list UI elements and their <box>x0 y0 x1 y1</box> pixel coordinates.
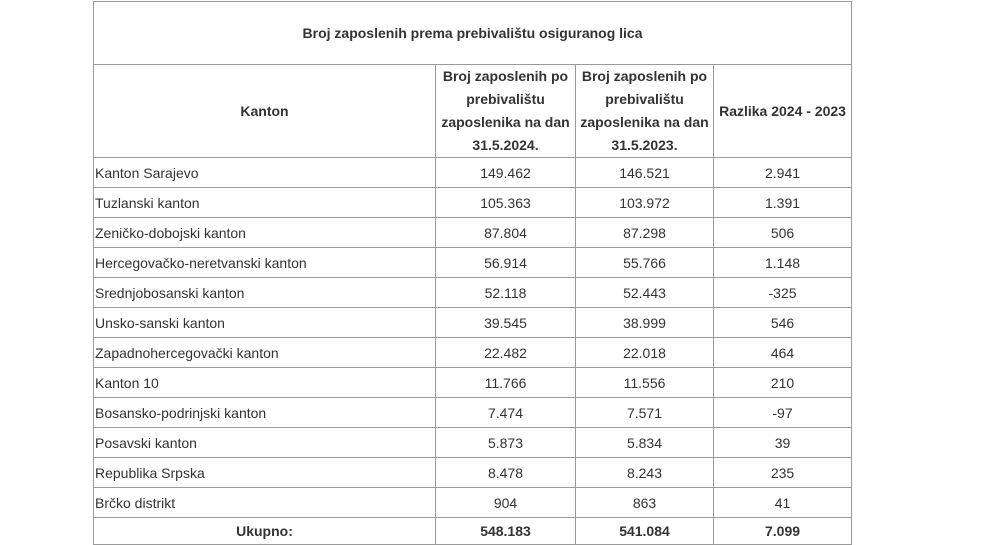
kanton-cell: Zapadnohercegovački kanton <box>94 338 436 368</box>
total-row <box>94 518 852 545</box>
value-2023-cell: 5.834 <box>576 428 714 458</box>
kanton-cell: Brčko distrikt <box>94 488 436 518</box>
total-label: Ukupno: <box>94 518 436 545</box>
difference-cell: 210 <box>714 368 852 398</box>
table-row <box>94 398 852 428</box>
kanton-cell: Zeničko-dobojski kanton <box>94 218 436 248</box>
table-row <box>94 338 852 368</box>
value-2024-cell: 149.462 <box>436 158 576 188</box>
table-body <box>94 158 852 518</box>
total-razlika: 7.099 <box>714 518 852 545</box>
difference-cell: 235 <box>714 458 852 488</box>
header-razlika: Razlika 2024 - 2023 <box>714 65 852 158</box>
header-2023: Broj zaposlenih po prebivalištu zaposlenika na dan 31.5.2023. <box>576 65 714 158</box>
kanton-cell: Bosansko-podrinjski kanton <box>94 398 436 428</box>
kanton-cell: Kanton 10 <box>94 368 436 398</box>
difference-cell: 464 <box>714 338 852 368</box>
value-2023-cell: 146.521 <box>576 158 714 188</box>
value-2023-cell: 7.571 <box>576 398 714 428</box>
value-2024-cell: 7.474 <box>436 398 576 428</box>
value-2023-cell: 22.018 <box>576 338 714 368</box>
value-2024-cell: 56.914 <box>436 248 576 278</box>
value-2024-cell: 52.118 <box>436 278 576 308</box>
kanton-cell: Kanton Sarajevo <box>94 158 436 188</box>
value-2024-cell: 87.804 <box>436 218 576 248</box>
table-row <box>94 278 852 308</box>
difference-cell: 506 <box>714 218 852 248</box>
total-2023: 541.084 <box>576 518 714 545</box>
value-2023-cell: 87.298 <box>576 218 714 248</box>
table-row <box>94 218 852 248</box>
value-2023-cell: 11.556 <box>576 368 714 398</box>
kanton-cell: Posavski kanton <box>94 428 436 458</box>
difference-cell: 2.941 <box>714 158 852 188</box>
difference-cell: 1.148 <box>714 248 852 278</box>
value-2023-cell: 103.972 <box>576 188 714 218</box>
value-2024-cell: 22.482 <box>436 338 576 368</box>
table-row <box>94 368 852 398</box>
table-row <box>94 308 852 338</box>
value-2024-cell: 904 <box>436 488 576 518</box>
kanton-cell: Srednjobosanski kanton <box>94 278 436 308</box>
employment-table <box>93 1 852 545</box>
difference-cell: 39 <box>714 428 852 458</box>
value-2024-cell: 5.873 <box>436 428 576 458</box>
table-row <box>94 428 852 458</box>
table-row <box>94 458 852 488</box>
value-2023-cell: 52.443 <box>576 278 714 308</box>
value-2023-cell: 863 <box>576 488 714 518</box>
kanton-cell: Republika Srpska <box>94 458 436 488</box>
value-2024-cell: 8.478 <box>436 458 576 488</box>
difference-cell: 41 <box>714 488 852 518</box>
header-2024: Broj zaposlenih po prebivalištu zaposlenika na dan 31.5.2024. <box>436 65 576 158</box>
table-title: Broj zaposlenih prema prebivalištu osiguranog lica <box>94 2 852 65</box>
table-row <box>94 158 852 188</box>
table-row <box>94 248 852 278</box>
difference-cell: -97 <box>714 398 852 428</box>
difference-cell: 546 <box>714 308 852 338</box>
value-2023-cell: 38.999 <box>576 308 714 338</box>
value-2024-cell: 39.545 <box>436 308 576 338</box>
value-2023-cell: 55.766 <box>576 248 714 278</box>
value-2024-cell: 105.363 <box>436 188 576 218</box>
difference-cell: -325 <box>714 278 852 308</box>
value-2024-cell: 11.766 <box>436 368 576 398</box>
table-row <box>94 188 852 218</box>
kanton-cell: Unsko-sanski kanton <box>94 308 436 338</box>
table-row <box>94 488 852 518</box>
header-kanton: Kanton <box>94 65 436 158</box>
kanton-cell: Hercegovačko-neretvanski kanton <box>94 248 436 278</box>
total-2024: 548.183 <box>436 518 576 545</box>
difference-cell: 1.391 <box>714 188 852 218</box>
value-2023-cell: 8.243 <box>576 458 714 488</box>
kanton-cell: Tuzlanski kanton <box>94 188 436 218</box>
